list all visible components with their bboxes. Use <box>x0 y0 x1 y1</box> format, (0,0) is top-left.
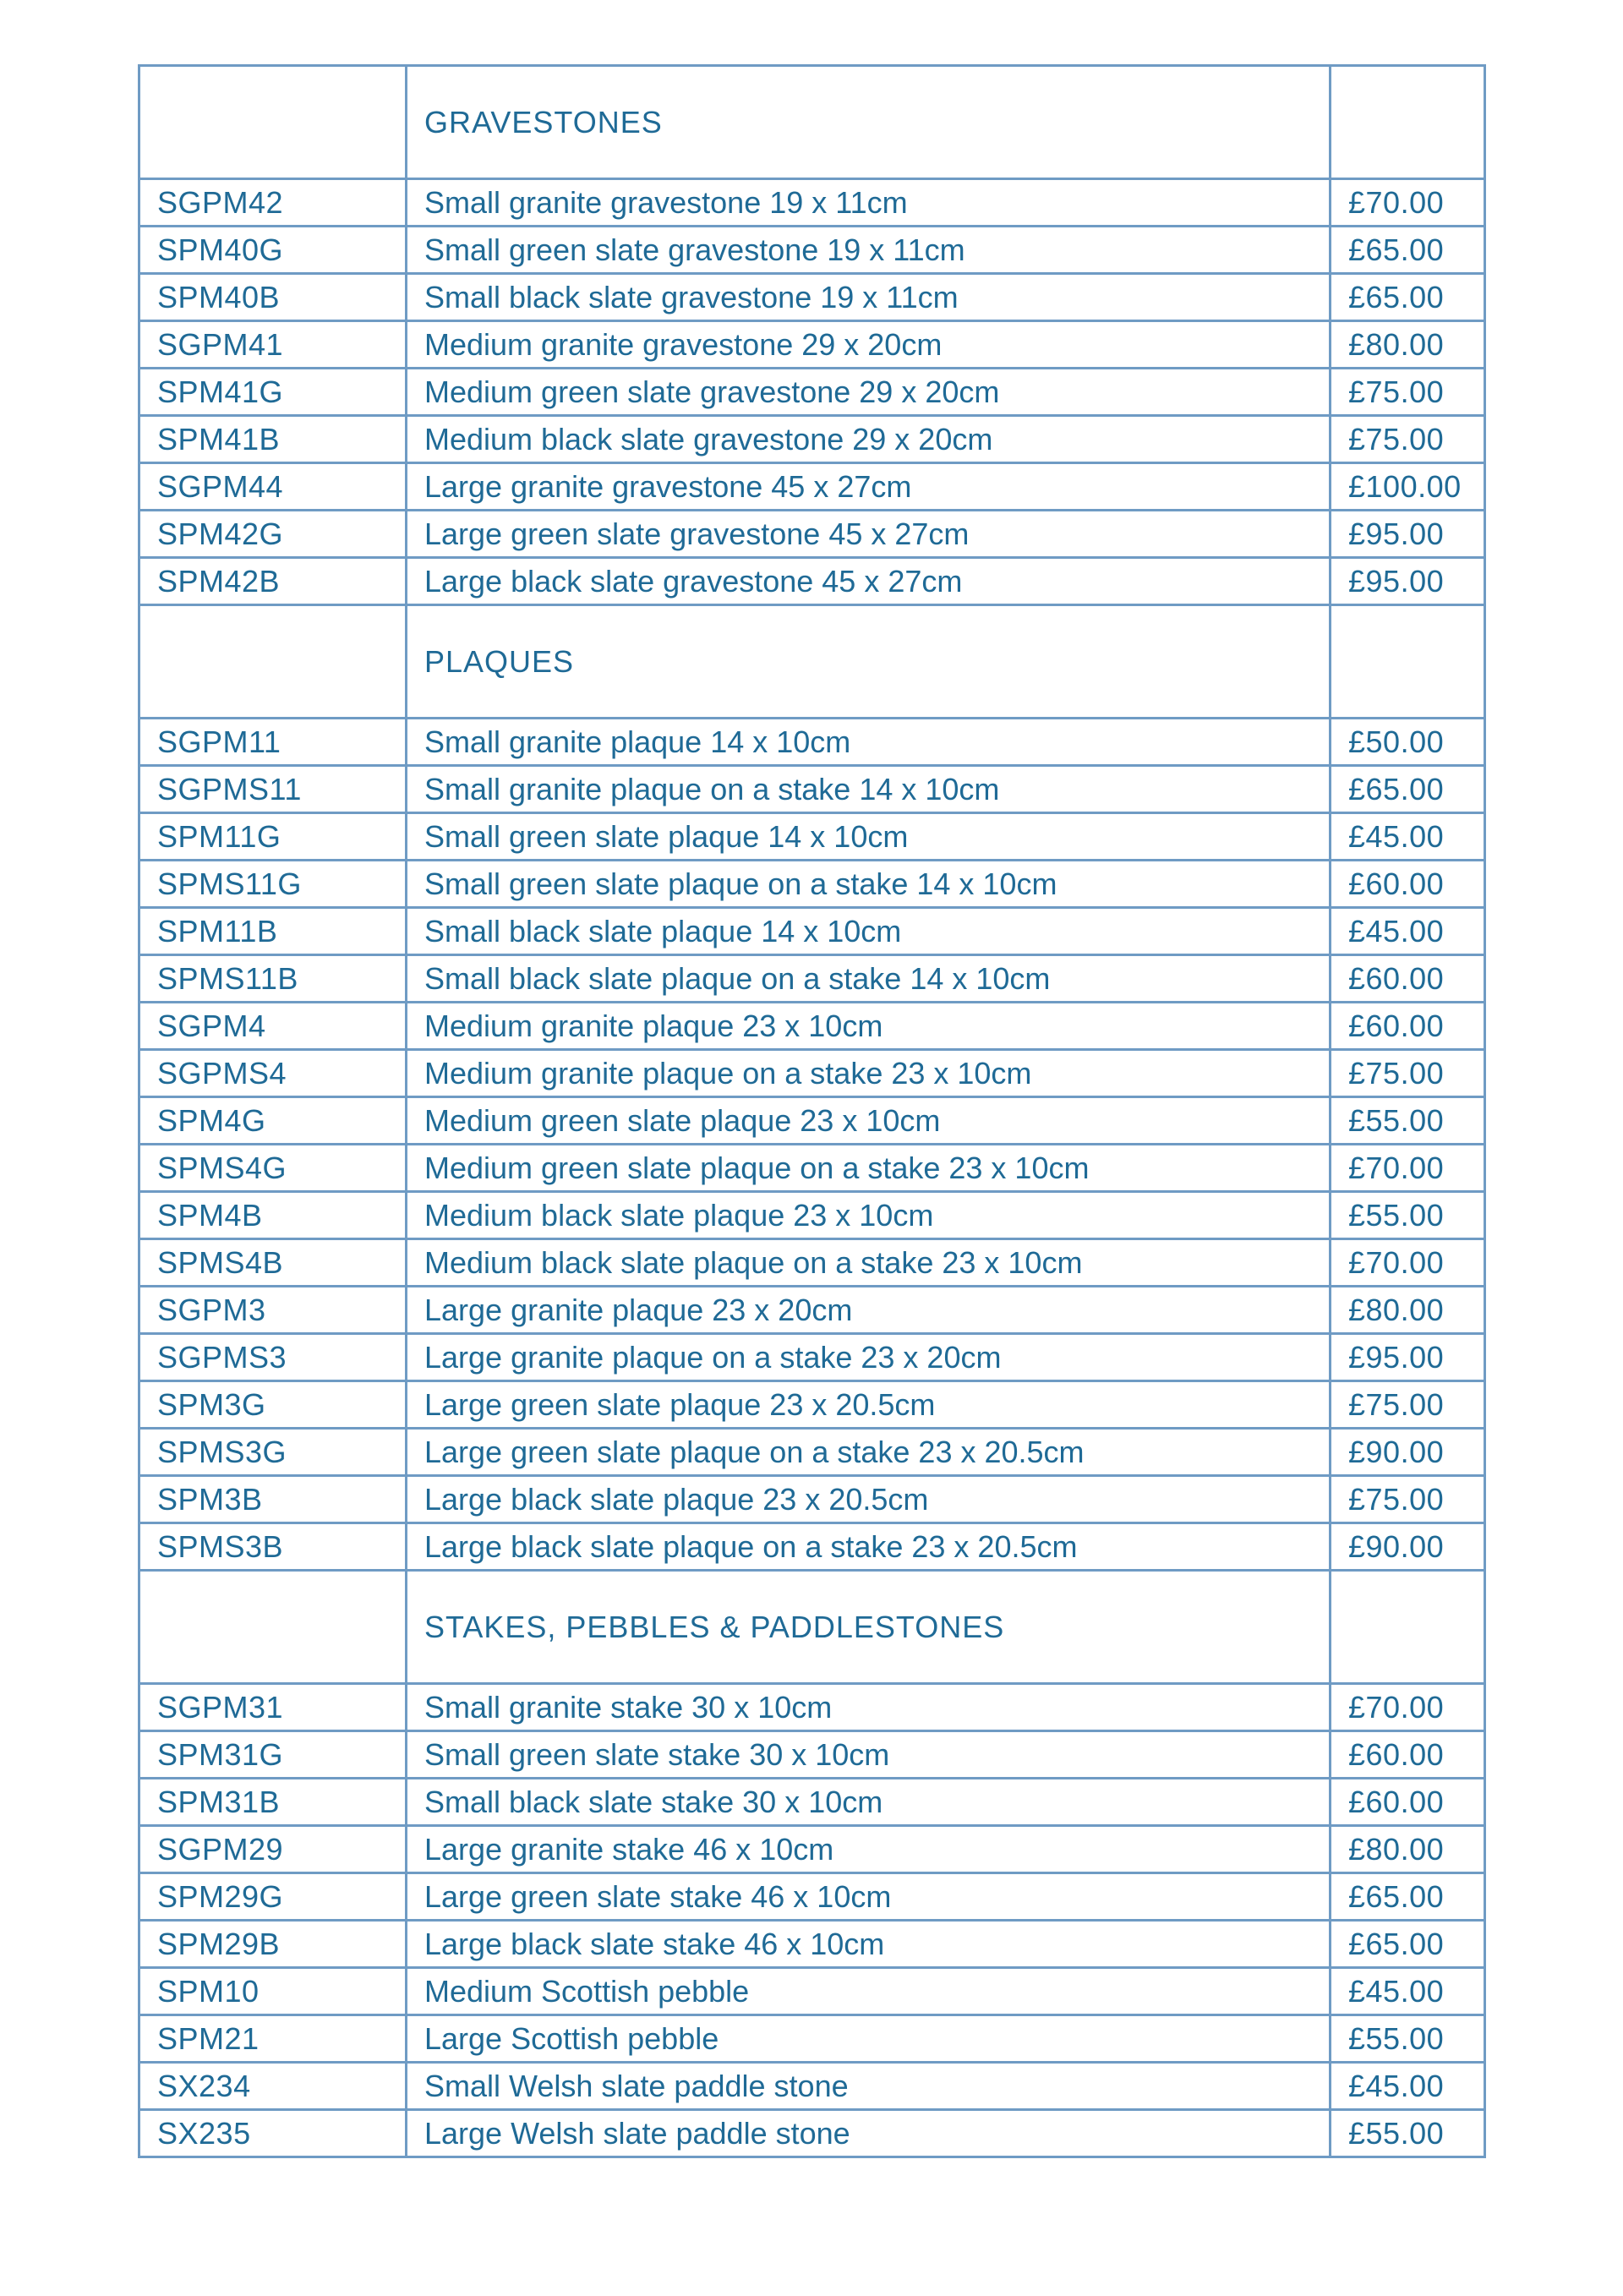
table-row <box>139 1523 1485 1571</box>
product-code: SPMS4G <box>139 1145 407 1192</box>
product-price: £60.00 <box>1331 861 1485 908</box>
product-code: SGPM29 <box>139 1826 407 1873</box>
product-price: £60.00 <box>1331 955 1485 1003</box>
product-description: Medium black slate gravestone 29 x 20cm <box>407 416 1331 463</box>
table-row <box>139 416 1485 463</box>
product-code: SPMS4B <box>139 1239 407 1287</box>
product-code: SPM3G <box>139 1381 407 1429</box>
product-code: SPM4B <box>139 1192 407 1239</box>
price-table-body <box>139 66 1485 2157</box>
product-code: SPM42B <box>139 558 407 605</box>
table-row <box>139 1003 1485 1050</box>
product-price: £95.00 <box>1331 1334 1485 1381</box>
product-code: SGPM42 <box>139 179 407 227</box>
table-row <box>139 463 1485 511</box>
product-description: Small green slate stake 30 x 10cm <box>407 1731 1331 1779</box>
product-code: SPM21 <box>139 2015 407 2063</box>
product-description: Large Scottish pebble <box>407 2015 1331 2063</box>
product-code: SPM4G <box>139 1097 407 1145</box>
product-code: SGPM4 <box>139 1003 407 1050</box>
product-code: SX234 <box>139 2063 407 2110</box>
product-price: £50.00 <box>1331 719 1485 766</box>
product-price: £75.00 <box>1331 1050 1485 1097</box>
product-description: Medium black slate plaque 23 x 10cm <box>407 1192 1331 1239</box>
product-price: £75.00 <box>1331 369 1485 416</box>
table-row <box>139 1192 1485 1239</box>
product-description: Medium black slate plaque on a stake 23 x 10cm <box>407 1239 1331 1287</box>
product-description: Medium green slate gravestone 29 x 20cm <box>407 369 1331 416</box>
product-code: SPM11G <box>139 813 407 861</box>
product-price: £65.00 <box>1331 1921 1485 1968</box>
section-header-row <box>139 1571 1485 1684</box>
product-description: Medium granite plaque on a stake 23 x 10cm <box>407 1050 1331 1097</box>
product-price: £55.00 <box>1331 2110 1485 2157</box>
product-price: £45.00 <box>1331 813 1485 861</box>
product-description: Medium green slate plaque on a stake 23 x 10cm <box>407 1145 1331 1192</box>
product-price: £80.00 <box>1331 1826 1485 1873</box>
table-row <box>139 227 1485 274</box>
section-title: PLAQUES <box>407 605 1331 719</box>
product-description: Medium Scottish pebble <box>407 1968 1331 2015</box>
product-price: £60.00 <box>1331 1779 1485 1826</box>
section-title: STAKES, PEBBLES & PADDLESTONES <box>407 1571 1331 1684</box>
price-table <box>138 64 1486 2158</box>
product-price: £70.00 <box>1331 1684 1485 1731</box>
product-description: Small black slate plaque 14 x 10cm <box>407 908 1331 955</box>
product-price: £80.00 <box>1331 1287 1485 1334</box>
section-header-row <box>139 605 1485 719</box>
product-code: SPM42G <box>139 511 407 558</box>
section-header-row <box>139 66 1485 179</box>
product-price: £75.00 <box>1331 416 1485 463</box>
table-row <box>139 1381 1485 1429</box>
product-description: Large black slate plaque 23 x 20.5cm <box>407 1476 1331 1523</box>
table-row <box>139 274 1485 321</box>
product-description: Medium green slate plaque 23 x 10cm <box>407 1097 1331 1145</box>
product-price: £90.00 <box>1331 1429 1485 1476</box>
product-description: Large granite stake 46 x 10cm <box>407 1826 1331 1873</box>
product-price: £55.00 <box>1331 1097 1485 1145</box>
product-price: £65.00 <box>1331 227 1485 274</box>
table-row <box>139 719 1485 766</box>
table-row <box>139 766 1485 813</box>
section-price-cell <box>1331 1571 1485 1684</box>
product-description: Small black slate stake 30 x 10cm <box>407 1779 1331 1826</box>
section-price-cell <box>1331 605 1485 719</box>
product-code: SPM31B <box>139 1779 407 1826</box>
product-code: SPM3B <box>139 1476 407 1523</box>
product-code: SPMS3G <box>139 1429 407 1476</box>
product-description: Large black slate stake 46 x 10cm <box>407 1921 1331 1968</box>
product-code: SPM41G <box>139 369 407 416</box>
product-description: Small black slate gravestone 19 x 11cm <box>407 274 1331 321</box>
product-description: Large granite plaque 23 x 20cm <box>407 1287 1331 1334</box>
product-description: Medium granite gravestone 29 x 20cm <box>407 321 1331 369</box>
table-row <box>139 1968 1485 2015</box>
product-code: SPM41B <box>139 416 407 463</box>
product-description: Small granite plaque 14 x 10cm <box>407 719 1331 766</box>
product-description: Small black slate plaque on a stake 14 x 10cm <box>407 955 1331 1003</box>
product-price: £95.00 <box>1331 558 1485 605</box>
product-code: SPMS11G <box>139 861 407 908</box>
product-code: SPM40B <box>139 274 407 321</box>
product-description: Small granite gravestone 19 x 11cm <box>407 179 1331 227</box>
section-code-cell <box>139 605 407 719</box>
product-description: Large Welsh slate paddle stone <box>407 2110 1331 2157</box>
product-description: Small green slate plaque 14 x 10cm <box>407 813 1331 861</box>
product-price: £65.00 <box>1331 274 1485 321</box>
product-price: £80.00 <box>1331 321 1485 369</box>
table-row <box>139 908 1485 955</box>
product-price: £75.00 <box>1331 1381 1485 1429</box>
product-code: SGPM11 <box>139 719 407 766</box>
product-code: SGPM31 <box>139 1684 407 1731</box>
table-row <box>139 1731 1485 1779</box>
table-row <box>139 511 1485 558</box>
table-row <box>139 321 1485 369</box>
product-price: £65.00 <box>1331 1873 1485 1921</box>
product-description: Small green slate plaque on a stake 14 x 10cm <box>407 861 1331 908</box>
section-code-cell <box>139 1571 407 1684</box>
product-description: Large granite plaque on a stake 23 x 20cm <box>407 1334 1331 1381</box>
table-row <box>139 2110 1485 2157</box>
price-list-sheet <box>138 64 1484 2158</box>
product-description: Large green slate plaque 23 x 20.5cm <box>407 1381 1331 1429</box>
product-description: Small granite plaque on a stake 14 x 10cm <box>407 766 1331 813</box>
table-row <box>139 1334 1485 1381</box>
product-description: Small green slate gravestone 19 x 11cm <box>407 227 1331 274</box>
table-row <box>139 1097 1485 1145</box>
table-row <box>139 2015 1485 2063</box>
table-row <box>139 1684 1485 1731</box>
product-price: £45.00 <box>1331 908 1485 955</box>
table-row <box>139 1145 1485 1192</box>
product-code: SGPM3 <box>139 1287 407 1334</box>
product-price: £55.00 <box>1331 1192 1485 1239</box>
table-row <box>139 179 1485 227</box>
product-description: Large green slate stake 46 x 10cm <box>407 1873 1331 1921</box>
product-code: SPMS3B <box>139 1523 407 1571</box>
table-row <box>139 1429 1485 1476</box>
product-code: SGPM41 <box>139 321 407 369</box>
product-description: Large black slate gravestone 45 x 27cm <box>407 558 1331 605</box>
section-title: GRAVESTONES <box>407 66 1331 179</box>
product-price: £60.00 <box>1331 1731 1485 1779</box>
product-description: Large green slate plaque on a stake 23 x 20.5cm <box>407 1429 1331 1476</box>
table-row <box>139 1050 1485 1097</box>
product-price: £100.00 <box>1331 463 1485 511</box>
product-code: SPMS11B <box>139 955 407 1003</box>
table-row <box>139 1239 1485 1287</box>
table-row <box>139 1779 1485 1826</box>
product-description: Large black slate plaque on a stake 23 x 20.5cm <box>407 1523 1331 1571</box>
product-code: SPM29B <box>139 1921 407 1968</box>
table-row <box>139 558 1485 605</box>
product-code: SGPMS4 <box>139 1050 407 1097</box>
product-code: SGPMS11 <box>139 766 407 813</box>
product-price: £45.00 <box>1331 1968 1485 2015</box>
product-description: Small Welsh slate paddle stone <box>407 2063 1331 2110</box>
product-code: SPM10 <box>139 1968 407 2015</box>
table-row <box>139 369 1485 416</box>
section-price-cell <box>1331 66 1485 179</box>
table-row <box>139 813 1485 861</box>
product-code: SGPMS3 <box>139 1334 407 1381</box>
product-price: £65.00 <box>1331 766 1485 813</box>
product-price: £45.00 <box>1331 2063 1485 2110</box>
table-row <box>139 1873 1485 1921</box>
table-row <box>139 1921 1485 1968</box>
product-price: £70.00 <box>1331 1145 1485 1192</box>
table-row <box>139 1287 1485 1334</box>
product-code: SPM40G <box>139 227 407 274</box>
product-code: SPM31G <box>139 1731 407 1779</box>
product-price: £55.00 <box>1331 2015 1485 2063</box>
table-row <box>139 955 1485 1003</box>
product-code: SPM29G <box>139 1873 407 1921</box>
product-price: £60.00 <box>1331 1003 1485 1050</box>
section-code-cell <box>139 66 407 179</box>
product-code: SX235 <box>139 2110 407 2157</box>
product-price: £75.00 <box>1331 1476 1485 1523</box>
product-price: £70.00 <box>1331 1239 1485 1287</box>
product-description: Medium granite plaque 23 x 10cm <box>407 1003 1331 1050</box>
product-code: SGPM44 <box>139 463 407 511</box>
product-price: £90.00 <box>1331 1523 1485 1571</box>
table-row <box>139 861 1485 908</box>
product-price: £95.00 <box>1331 511 1485 558</box>
product-description: Large green slate gravestone 45 x 27cm <box>407 511 1331 558</box>
product-description: Small granite stake 30 x 10cm <box>407 1684 1331 1731</box>
table-row <box>139 2063 1485 2110</box>
product-price: £70.00 <box>1331 179 1485 227</box>
product-description: Large granite gravestone 45 x 27cm <box>407 463 1331 511</box>
table-row <box>139 1476 1485 1523</box>
product-code: SPM11B <box>139 908 407 955</box>
table-row <box>139 1826 1485 1873</box>
